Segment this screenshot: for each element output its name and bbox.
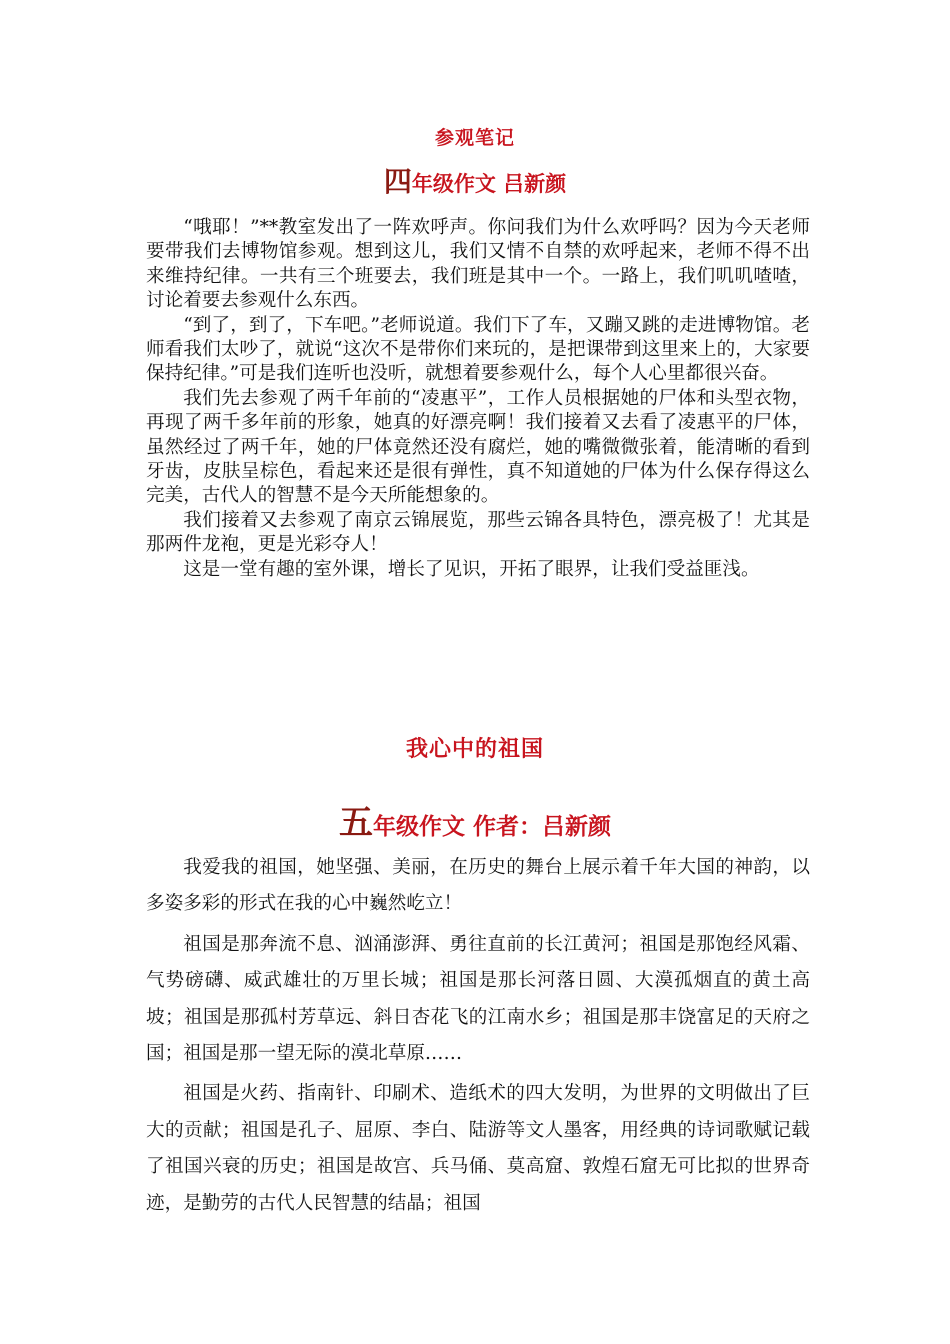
paragraph: 我爱我的祖国，她坚强、美丽，在历史的舞台上展示着千年大国的神韵，以多姿多彩的形式在我的心中巍然屹立！: [146, 857, 810, 915]
paragraph: “哦耶！”**教室发出了一阵欢呼声。你问我们为什么欢呼吗？因为今天老师要带我们去博物馆参观。想到这儿，我们又情不自禁的欢呼起来，老师不得不出来维持纪律。一共有三个班要去，我们班是其中一个。一路上，我们叽叽喳喳，讨论着要去参观什么东西。: [146, 217, 810, 312]
paragraph: 祖国是那奔流不息、汹涌澎湃、勇往直前的长江黄河；祖国是那饱经风霜、气势磅礴、威武雄壮的万里长城；祖国是那长河落日圆、大漠孤烟直的黄土高坡；祖国是那孤村芳草远、斜日杏花飞的江南水乡；祖国是那丰饶富足的天府之国；祖国是那一望无际的漠北草原……: [146, 933, 810, 1065]
essay2-byline: [0, 795, 950, 844]
essay1-grade-char: 四: [383, 165, 412, 198]
paragraph: 我们先去参观了两千年前的“凌惠平”，工作人员根据她的尸体和头型衣物，再现了两千多年前的形象，她真的好漂亮啊！我们接着又去看了凌惠平的尸体，虽然经过了两千年，她的尸体竟然还没有腐烂，她的嘴微微张着，能清晰的看到牙齿，皮肤呈棕色，看起来还是很有弹性，真不知道她的尸体为什么保存得这么完美，古代人的智慧不是今天所能想象的。: [146, 387, 810, 507]
essay2-byline-text: 年级作文 作者：吕新颜: [372, 813, 611, 840]
essay1-byline: [0, 160, 950, 200]
essay1-byline-text: 年级作文 吕新颜: [411, 171, 567, 196]
essay1-title: 参观笔记: [434, 127, 515, 149]
essay2-body: [146, 850, 810, 1226]
essay1-body: [146, 216, 810, 582]
paragraph: 这是一堂有趣的室外课，增长了见识，开拓了眼界，让我们受益匪浅。: [183, 558, 760, 580]
paragraph: 祖国是火药、指南针、印刷术、造纸术的四大发明，为世界的文明做出了巨大的贡献；祖国是孔子、屈原、李白、陆游等文人墨客，用经典的诗词歌赋记载了祖国兴衰的历史；祖国是故宫、兵马俑、莫高窟、敦煌石窟无可比拟的世界奇迹，是勤劳的古代人民智慧的结晶；祖国: [146, 1083, 810, 1214]
essay2-title: 我心中的祖国: [405, 736, 544, 762]
paragraph: “到了，到了，下车吧。”老师说道。我们下了车，又蹦又跳的走进博物馆。老师看我们太吵了，就说“这次不是带你们来玩的，是把课带到这里来上的，大家要保持纪律。”可是我们连听也没听，就想着要参观什么，每个人心里都很兴奋。: [146, 314, 810, 385]
essay2-grade-char: 五: [338, 803, 373, 843]
paragraph: 我们接着又去参观了南京云锦展览，那些云锦各具特色，漂亮极了！尤其是那两件龙袍，更是光彩夺人！: [146, 509, 810, 556]
